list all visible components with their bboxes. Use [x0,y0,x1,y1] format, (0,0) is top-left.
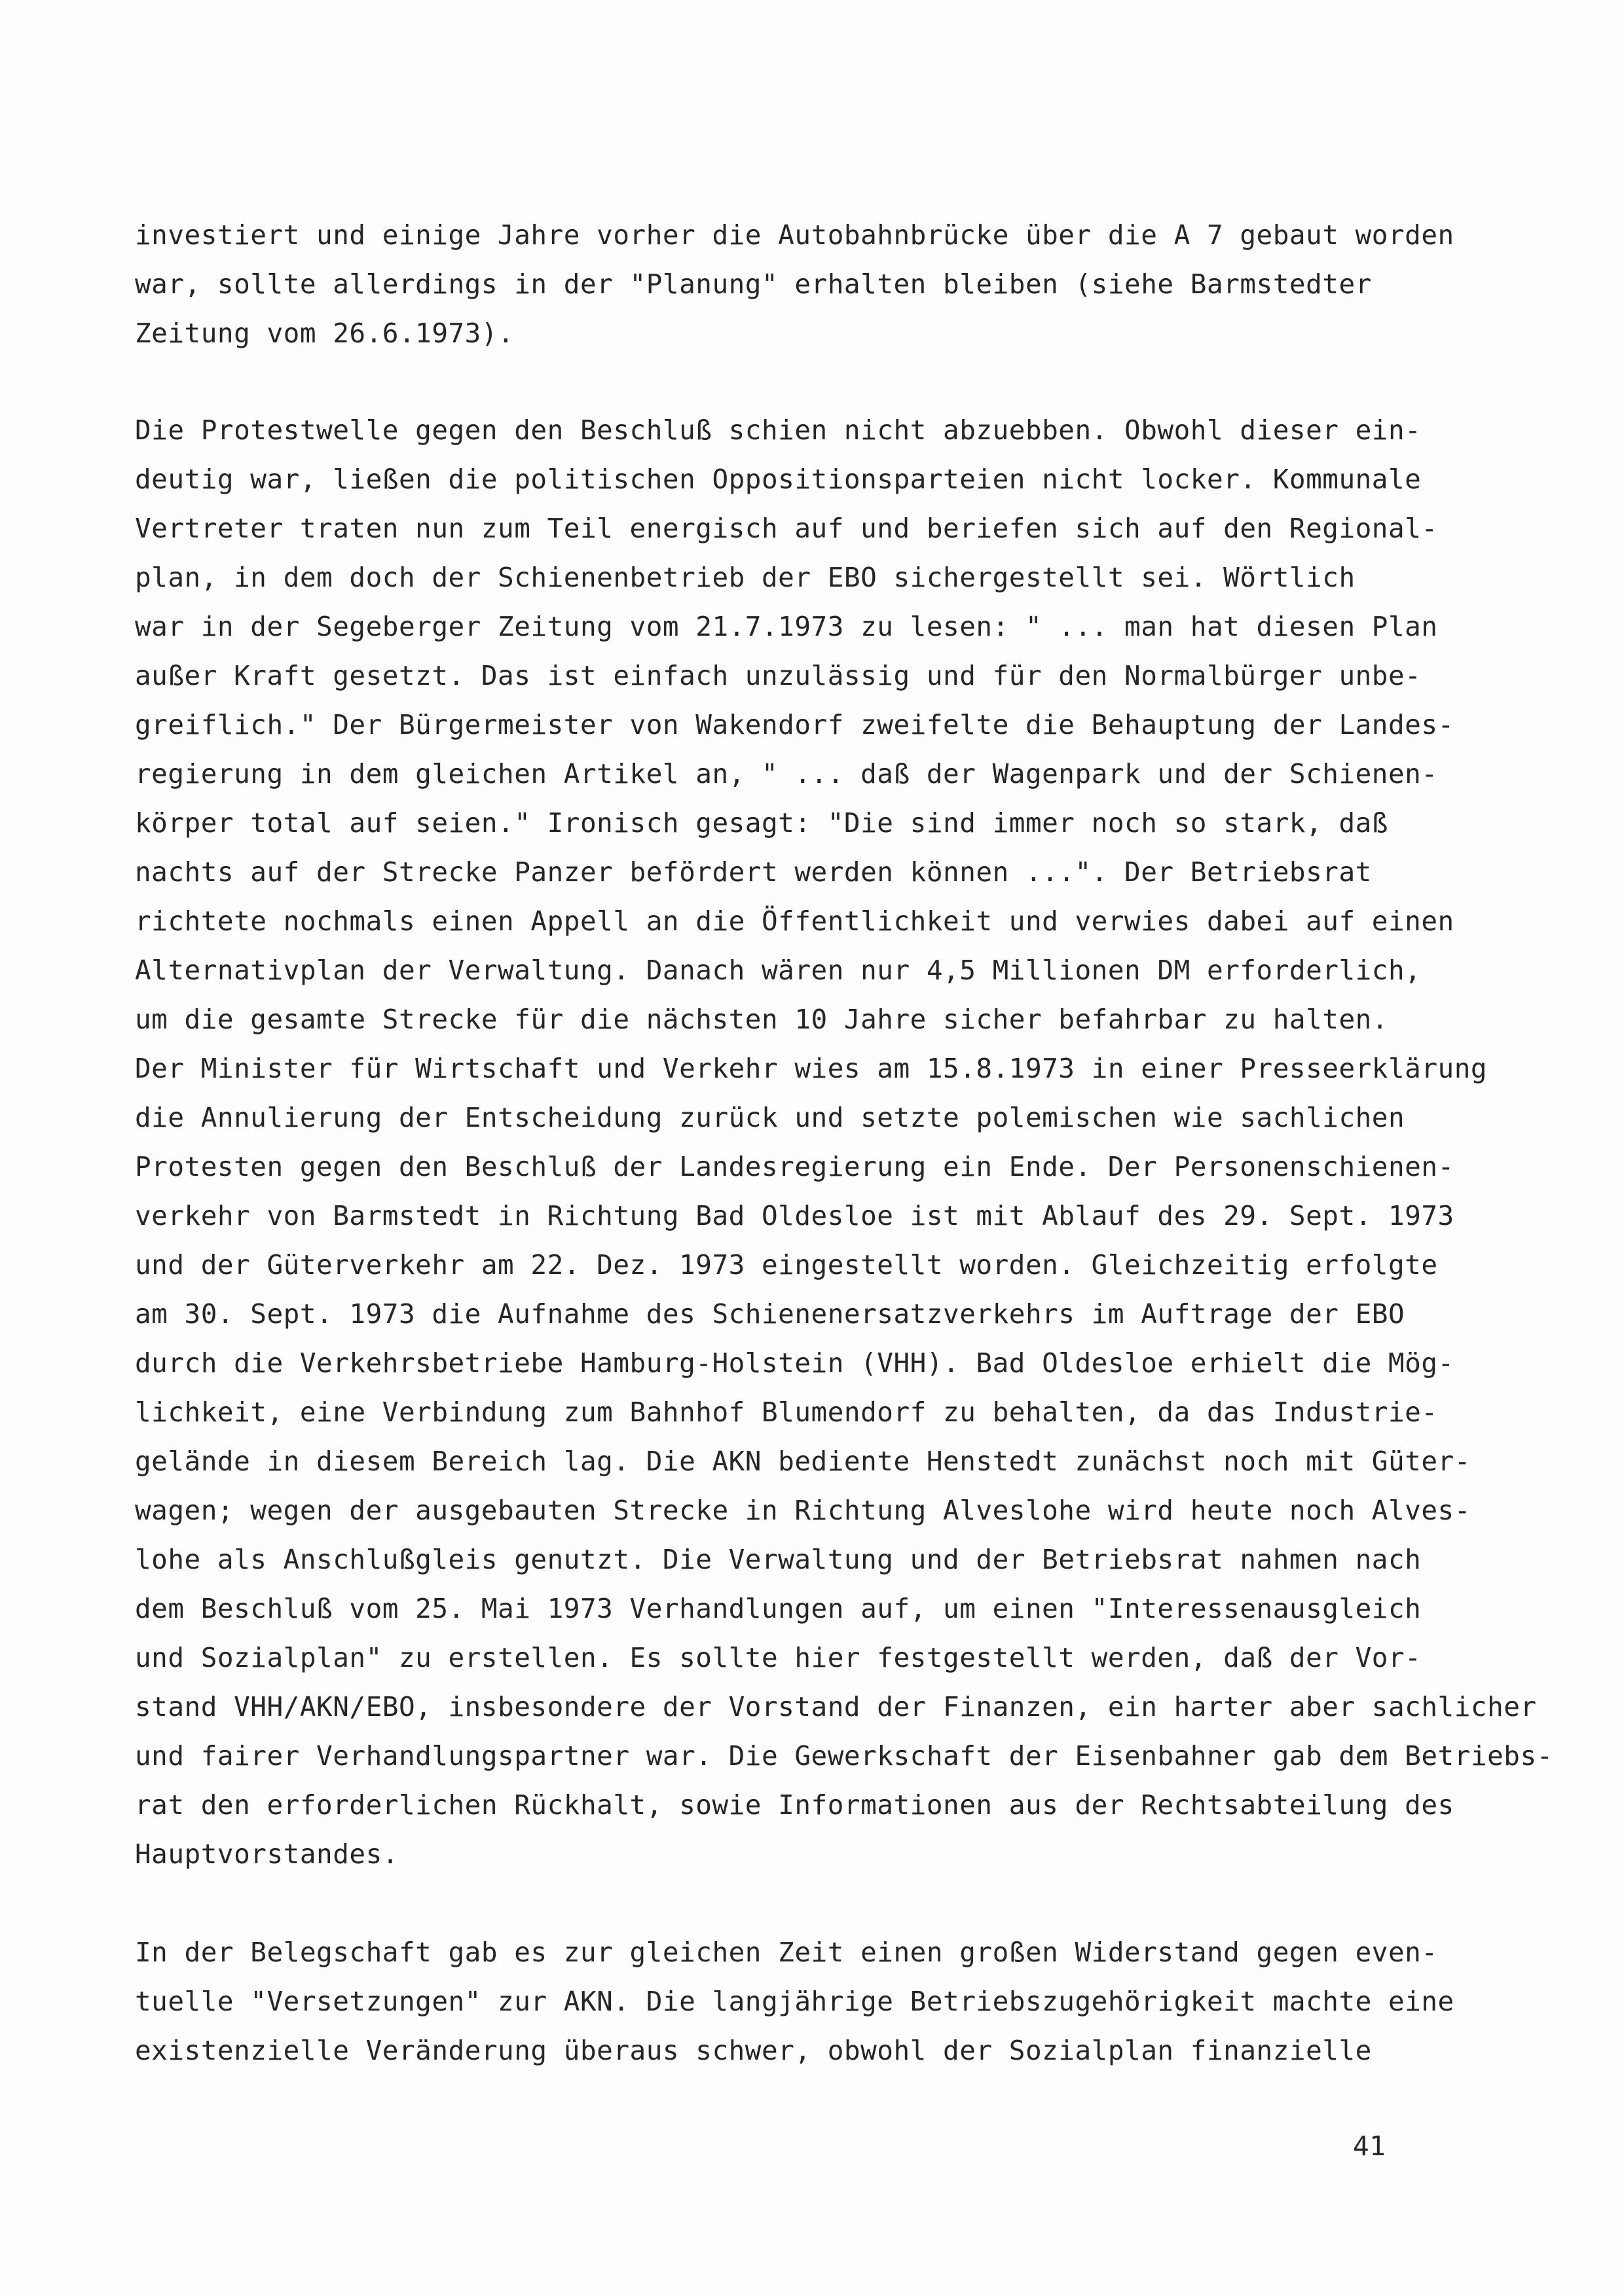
text-line: Die Protestwelle gegen den Beschluß schien nicht abzuebben. Obwohl dieser ein- [135,414,1422,446]
text-line: um die gesamte Strecke für die nächsten 10 Jahre sicher befahrbar zu halten. [135,1004,1388,1035]
text-line: richtete nochmals einen Appell an die Öffentlichkeit und verwies dabei auf einen [135,905,1454,937]
page-number: 41 [1353,2130,1386,2162]
text-line: plan, in dem doch der Schienenbetrieb der EBO sichergestellt sei. Wörtlich [135,562,1356,593]
text-line: am 30. Sept. 1973 die Aufnahme des Schienenersatzverkehrs im Auftrage der EBO [135,1298,1405,1330]
text-line: existenzielle Veränderung überaus schwer, obwohl der Sozialplan finanzielle [135,2035,1372,2066]
text-line: war in der Segeberger Zeitung vom 21.7.1973 zu lesen: " ... man hat diesen Plan [135,611,1438,642]
text-line: wagen; wegen der ausgebauten Strecke in Richtung Alveslohe wird heute noch Alves- [135,1495,1471,1526]
text-line: dem Beschluß vom 25. Mai 1973 Verhandlungen auf, um einen "Interessenausgleich [135,1593,1422,1624]
text-line: und der Güterverkehr am 22. Dez. 1973 eingestellt worden. Gleichzeitig erfolgte [135,1249,1438,1281]
text-line: nachts auf der Strecke Panzer befördert werden können ...". Der Betriebsrat [135,856,1372,888]
text-line: körper total auf seien." Ironisch gesagt: "Die sind immer noch so stark, daß [135,807,1388,839]
text-line: Hauptvorstandes. [135,1838,399,1870]
text-line: rat den erforderlichen Rückhalt, sowie Informationen aus der Rechtsabteilung des [135,1789,1454,1821]
text-line: gelände in diesem Bereich lag. Die AKN bediente Henstedt zunächst noch mit Güter- [135,1446,1471,1477]
text-line: außer Kraft gesetzt. Das ist einfach unzulässig und für den Normalbürger unbe- [135,660,1422,691]
text-line: die Annulierung der Entscheidung zurück und setzte polemischen wie sachlichen [135,1102,1405,1133]
text-line: lichkeit, eine Verbindung zum Bahnhof Blumendorf zu behalten, da das Industrie- [135,1396,1438,1428]
text-line: investiert und einige Jahre vorher die Autobahnbrücke über die A 7 gebaut worden [135,219,1454,251]
text-line: lohe als Anschlußgleis genutzt. Die Verwaltung und der Betriebsrat nahmen nach [135,1544,1422,1575]
text-line: stand VHH/AKN/EBO, insbesondere der Vorstand der Finanzen, ein harter aber sachlicher [135,1691,1537,1722]
paragraph-3 [135,1928,1576,2075]
text-line: Zeitung vom 26.6.1973). [135,318,515,349]
text-line: war, sollte allerdings in der "Planung" erhalten bleiben (siehe Barmstedter [135,268,1372,300]
text-line: tuelle "Versetzungen" zur AKN. Die langjährige Betriebszugehörigkeit machte eine [135,1986,1454,2017]
text-line: durch die Verkehrsbetriebe Hamburg-Holstein (VHH). Bad Oldesloe erhielt die Mög- [135,1347,1454,1379]
text-line: Vertreter traten nun zum Teil energisch auf und beriefen sich auf den Regional- [135,513,1438,544]
text-line: regierung in dem gleichen Artikel an, " ... daß der Wagenpark und der Schienen- [135,758,1438,790]
paragraph-1 [135,211,1576,358]
text-line: verkehr von Barmstedt in Richtung Bad Oldesloe ist mit Ablauf des 29. Sept. 1973 [135,1200,1454,1231]
text-line: deutig war, ließen die politischen Oppositionsparteien nicht locker. Kommunale [135,464,1422,495]
text-line: und Sozialplan" zu erstellen. Es sollte hier festgestellt werden, daß der Vor- [135,1642,1422,1673]
text-line: greiflich." Der Bürgermeister von Wakendorf zweifelte die Behauptung der Landes- [135,709,1454,740]
text-line: und fairer Verhandlungspartner war. Die Gewerkschaft der Eisenbahner gab dem Betriebs- [135,1740,1553,1772]
text-line: Alternativplan der Verwaltung. Danach wären nur 4,5 Millionen DM erforderlich, [135,955,1422,986]
text-line: In der Belegschaft gab es zur gleichen Zeit einen großen Widerstand gegen even- [135,1937,1438,1968]
text-line: Der Minister für Wirtschaft und Verkehr wies am 15.8.1973 in einer Presseerklärung [135,1053,1488,1084]
paragraph-2 [135,406,1576,1879]
text-line: Protesten gegen den Beschluß der Landesregierung ein Ende. Der Personenschienen- [135,1151,1454,1182]
